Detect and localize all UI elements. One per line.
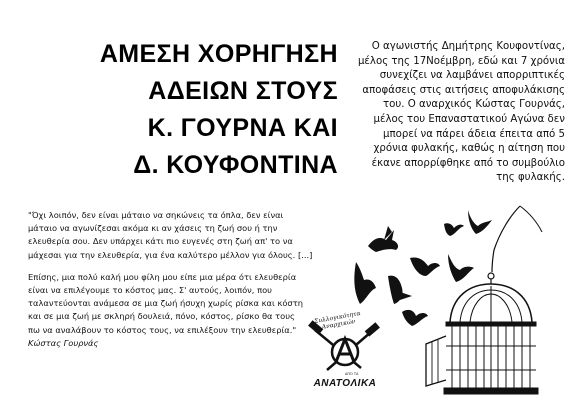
intro-line: μπορεί να πάρει άδεια έπειτα από 5 (383, 128, 565, 140)
quote-line: Επίσης, μια πολύ καλή μου φίλη μου είπε μια μέρα ότι ελευθερία (28, 271, 297, 282)
flying-bird-icon (388, 276, 412, 304)
headline-line-1: ΑΜΕΣΗ ΧΟΡΗΓΗΣΗ (99, 40, 338, 68)
intro-line: μέλος του Επαναστατικού Αγώνα δεν (373, 113, 565, 125)
intro-line: συνεχίζει να λαμβάνει απορριπτικές (379, 70, 565, 82)
flying-bird-icon (444, 223, 464, 236)
flying-bird-icon (468, 210, 492, 234)
group-logo (305, 312, 385, 398)
intro-line: μέλος της 17Νοέμβρη, εδώ και 7 χρόνια (357, 55, 565, 67)
headline-line-4: Δ. ΚΟΥΦΟΝΤΙΝΑ (133, 151, 338, 179)
headline-line-2: ΑΔΕΙΩΝ ΣΤΟΥΣ (148, 77, 338, 105)
intro-line: χρόνια φυλακής, καθώς η αίτηση που (373, 143, 565, 155)
quote-line: ελευθερία σου. Δεν υπάρχει κάτι πιο ευγενές στη ζωή απ' το να (28, 236, 293, 247)
logo-top-text: Συλλογικότητα Αναρχικών (313, 310, 362, 331)
quote-line: μάταιο να αγωνίζεσαι ακόμα κι αν χάσεις τη ζωή σου ή την (28, 223, 278, 234)
quote-line: ταλαντεύονται ανάμεσα σε μια ζωή ήσυχη χωρίς ρίσκα και κόστη (28, 298, 303, 309)
flying-bird-icon (354, 262, 376, 304)
intro-line: έκανε απορρίφθηκε από το συμβούλιο (371, 157, 565, 169)
quote-line: "Όχι λοιπόν, δεν είναι μάταιο να σηκώνεις τα όπλα, δεν είναι (28, 210, 284, 220)
quote-author: Κώστας Γουρνάς (28, 337, 99, 348)
quote-line: πω να αναλάβουν το κόστος τους, να επιλέξουν την ελευθερία." (28, 324, 297, 335)
quote-line: είναι να επιλέγουμε το κόστος μας. Σ' αυτούς, λοιπόν, που (28, 285, 272, 296)
flying-bird-icon (448, 254, 474, 282)
flying-bird-icon (402, 310, 428, 326)
intro-line: Ο αγωνιστής Δημήτρης Κουφοντίνας, (371, 41, 565, 52)
logo-bottom-text: ΑΝΑΤΟΛΙΚΑ (313, 378, 377, 389)
quote-line: μάχεσαι για την ελευθερία, για ένα καλύτερο μέλλον για όλους. [...] (28, 249, 313, 260)
logo-small-text: ΑΠΟ ΤΑ (345, 372, 359, 376)
headline-line-3: Κ. ΓΟΥΡΝΑ ΚΑΙ (147, 114, 338, 142)
intro-line: αποφάσεις στις αιτήσεις αποφυλάκισης (362, 84, 565, 96)
flying-bird-icon (410, 257, 440, 276)
intro-line: της φυλακής. (496, 172, 565, 184)
intro-line: του. Ο αναρχικός Κώστας Γουρνάς, (383, 99, 565, 111)
flying-bird-icon (368, 226, 398, 252)
quote-line: και σε μια ζωή με σκληρή δουλειά, πόνο, κόστος, ρίσκο θα τους (28, 311, 295, 322)
birdcage-icon (426, 273, 538, 394)
